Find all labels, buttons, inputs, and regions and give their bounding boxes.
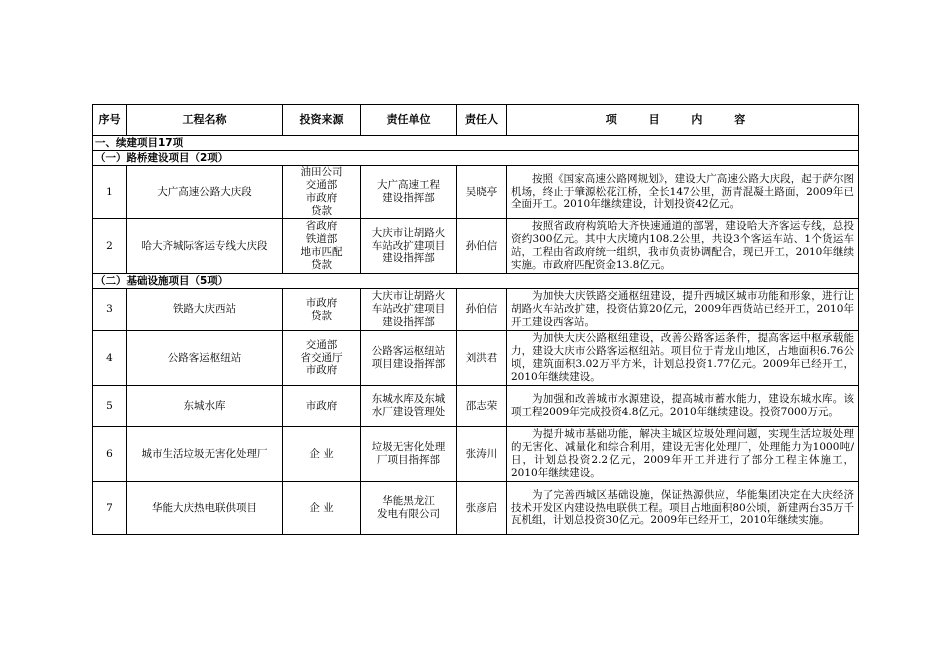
source-line: 市政府	[305, 296, 338, 309]
row-investment-source	[283, 427, 361, 482]
unit-line: 公路客运枢纽站	[371, 345, 446, 358]
row-responsible-unit	[361, 482, 457, 535]
row-project-content: 为加快大庆公路枢纽建设，改善公路客运条件，提高客运中枢承载能力，建设大庆市公路客运枢纽站。项目位于青龙山地区，占地面积6.76公顷，建筑面积3.02万平方米，计划总投资1.77亿元。2009年已经开工，2010年继续建设。	[507, 331, 859, 386]
row-seq: 2	[93, 219, 127, 274]
row-project-name: 东城水库	[127, 386, 283, 427]
table-row	[93, 219, 859, 274]
row-responsible-person: 孙伯信	[457, 219, 507, 274]
unit-line: 水厂建设管理处	[371, 406, 446, 418]
row-seq: 1	[93, 166, 127, 219]
project-table	[92, 104, 859, 535]
row-responsible-person: 刘洪君	[457, 331, 507, 386]
source-line: 企 业	[309, 501, 334, 514]
source-line: 交通部	[305, 338, 338, 351]
source-line: 市政府	[305, 364, 338, 377]
row-project-name: 华能大庆热电联供项目	[127, 482, 283, 535]
row-seq: 6	[93, 427, 127, 482]
row-responsible-person: 张彦启	[457, 482, 507, 535]
row-responsible-person: 张涛川	[457, 427, 507, 482]
unit-line: 项目建设指挥部	[371, 358, 446, 370]
row-responsible-person: 吴晓亭	[457, 166, 507, 219]
row-responsible-unit	[361, 386, 457, 427]
unit-line: 大广高速工程	[377, 179, 440, 192]
unit-line: 建设指挥部	[382, 192, 435, 204]
row-responsible-person: 邵志荣	[457, 386, 507, 427]
table-row	[93, 289, 859, 331]
row-investment-source	[283, 386, 361, 427]
table-header-row	[93, 105, 859, 136]
section-infra-title: （二）基础设施项目（5项）	[93, 274, 859, 289]
row-project-content: 按照省政府构筑哈大齐快速通道的部署，建设哈大齐客运专线，总投资约300亿元。其中大庆境内108.2公里，共设3个客运车站、1个货运车站，工程由省政府统一组织，我市负责协调配合，现已开工，2010年继续实施。市政府匹配资金13.8亿元。	[507, 219, 859, 274]
row-responsible-unit	[361, 289, 457, 331]
row-investment-source	[283, 331, 361, 386]
row-seq: 7	[93, 482, 127, 535]
source-line: 省交通厅	[300, 351, 343, 364]
unit-line: 车站改扩建项目	[371, 303, 446, 316]
source-line: 市政府	[305, 399, 338, 412]
header-project-content: 项 目 内 容	[507, 105, 859, 136]
row-responsible-person: 孙伯信	[457, 289, 507, 331]
source-line: 铁道部	[305, 233, 338, 246]
header-seq: 序号	[93, 105, 127, 136]
row-responsible-unit	[361, 166, 457, 219]
row-investment-source	[283, 482, 361, 535]
source-line: 地市匹配	[300, 246, 343, 258]
row-project-name: 大广高速公路大庆段	[127, 166, 283, 219]
section-bridge-title: （一）路桥建设项目（2项）	[93, 151, 859, 166]
source-line: 贷款	[311, 204, 332, 217]
table-row	[93, 331, 859, 386]
row-project-content: 为加强和改善城市水源建设，提高城市蓄水能力，建设东城水库。该项工程2009年完成投资4.8亿元。2010年继续建设。投资7000万元。	[507, 386, 859, 427]
source-line: 企 业	[309, 447, 334, 460]
row-project-content: 为提升城市基础功能，解决主城区垃圾处理问题，实现生活垃圾处理的无害化、减量化和综合利用，建设无害化处理厂，处理能力为1000吨/日，计划总投资2.2亿元，2009年开工并进行了部分工程主体施工，2010年继续建设。	[507, 427, 859, 482]
unit-line: 东城水库及东城	[371, 393, 446, 406]
project-table-document	[92, 104, 858, 535]
row-project-content: 为加快大庆铁路交通枢纽建设，提升西城区城市功能和形象，进行让胡路火车站改扩建，投资估算20亿元，2009年西货站已经开工，2010年开工建设西客站。	[507, 289, 859, 331]
unit-line: 建设指挥部	[382, 315, 435, 328]
row-investment-source	[283, 166, 361, 219]
header-project-name: 工程名称	[127, 105, 283, 136]
section-continued-title: 一、续建项目17项	[93, 136, 859, 151]
table-row	[93, 166, 859, 219]
source-line: 交通部	[305, 179, 338, 192]
row-project-name: 公路客运枢纽站	[127, 331, 283, 386]
unit-line: 垃圾无害化处理	[371, 441, 446, 454]
row-seq: 4	[93, 331, 127, 386]
row-seq: 5	[93, 386, 127, 427]
unit-line: 大庆市让胡路火	[371, 226, 446, 239]
row-responsible-unit	[361, 331, 457, 386]
header-investment-source: 投资来源	[283, 105, 361, 136]
section-row	[93, 274, 859, 289]
row-project-content: 按照《国家高速公路网规划》，建设大广高速公路大庆段，起于萨尔图机场，终止于肇源松花江桥，全长147公里，沥青混凝土路面，2009年已全面开工。2010年继续建设，计划投资42亿元。	[507, 166, 859, 219]
header-responsible-person: 责任人	[457, 105, 507, 136]
unit-line: 车站改扩建项目	[371, 239, 446, 252]
row-project-name: 哈大齐城际客运专线大庆段	[127, 219, 283, 274]
source-line: 省政府	[305, 220, 338, 233]
section-row	[93, 136, 859, 151]
row-investment-source	[283, 289, 361, 331]
row-investment-source	[283, 219, 361, 274]
source-line: 贷款	[311, 309, 332, 322]
row-project-content: 为了完善西城区基础设施，保证热源供应，华能集团决定在大庆经济技术开发区内建设热电联供工程。项目占地面积80公顷，新建两台35万千瓦机组，计划总投资30亿元。2009年已经开工，2010年继续实施。	[507, 482, 859, 535]
row-project-name: 城市生活垃圾无害化处理厂	[127, 427, 283, 482]
source-line: 油田公司	[300, 166, 343, 179]
table-row	[93, 386, 859, 427]
row-project-name: 铁路大庆西站	[127, 289, 283, 331]
row-responsible-unit	[361, 427, 457, 482]
table-row	[93, 482, 859, 535]
source-line: 贷款	[311, 258, 332, 271]
unit-line: 建设指挥部	[382, 252, 435, 265]
row-responsible-unit	[361, 219, 457, 274]
header-responsible-unit: 责任单位	[361, 105, 457, 136]
unit-line: 大庆市让胡路火	[371, 290, 446, 303]
source-line: 市政府	[305, 192, 338, 204]
unit-line: 华能黑龙江	[382, 495, 435, 508]
section-row	[93, 151, 859, 166]
row-seq: 3	[93, 289, 127, 331]
table-row	[93, 427, 859, 482]
unit-line: 发电有限公司	[377, 508, 440, 520]
unit-line: 厂项目指挥部	[377, 454, 440, 466]
